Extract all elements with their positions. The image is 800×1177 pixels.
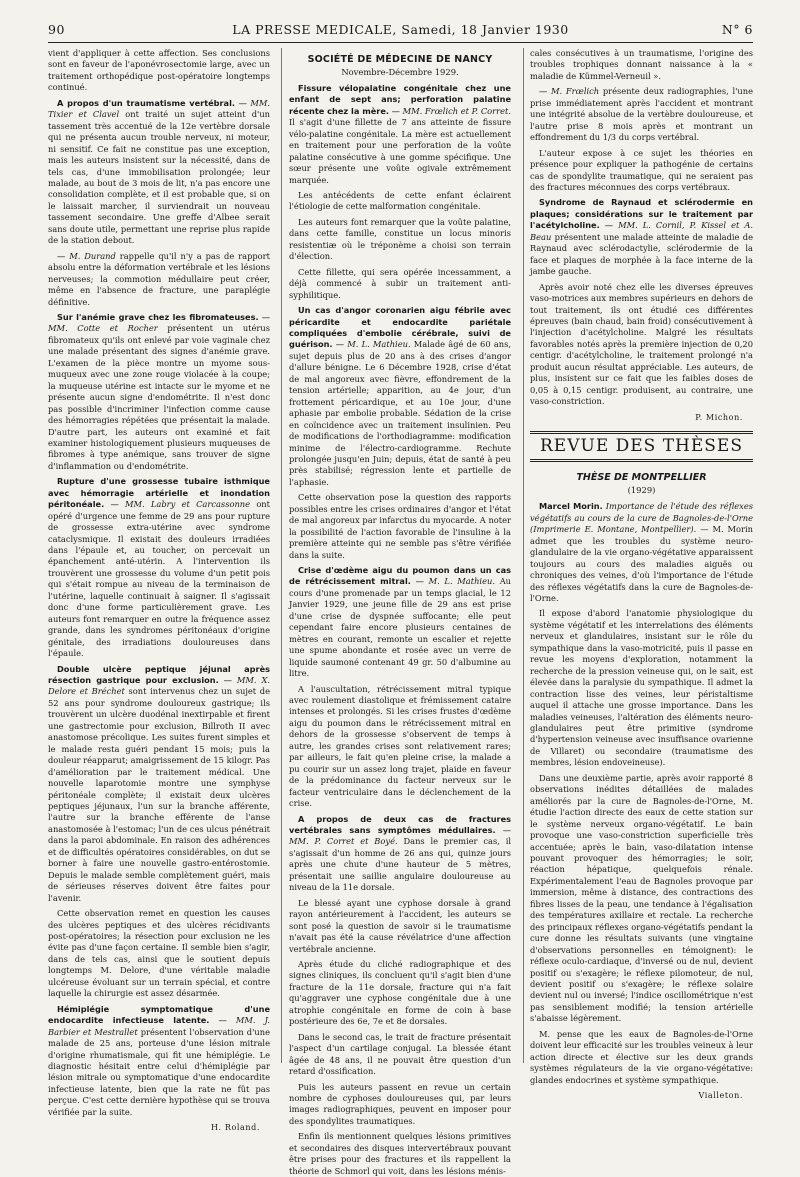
article-title: Hémiplégie symptomatique d'une endocardite infectieuse latente.	[48, 1003, 270, 1026]
article-grossesse-tubaire	[48, 476, 270, 659]
these-text: — M. Morin admet que les troubles du système neuro-glandulaire de la vie organo-végétative apparaissent toujours au cours des maladies aiguës ou chroniques des veines, d'où l'importance de l'étude des réflexes végétatifs dans la cure de Bagnoles-de-l'Orne.	[530, 524, 753, 604]
paragraph: cales consécutives à un traumatisme, l'origine des troubles trophiques donnant naissance à la « maladie de Kümmel-Verneuil ».	[530, 48, 753, 81]
article-title: Crise d'œdème aigu du poumon dans un cas de rétrécissement mitral.	[289, 565, 511, 587]
paragraph: Enfin ils mentionnent quelques lésions primitives et secondaires des disques intervertébraux pouvant être prises pour des fractures et ils rappellent la théorie de Schmorl qui voit, dans les lésions ménis-	[289, 1131, 511, 1176]
article-text: Dans le premier cas, il s'agissait d'un homme de 26 ans qui, quinze jours après une chute d'une hauteur de 5 mètres, présentait une saillie angulaire douloureuse au niveau de la 11e dorsale.	[289, 836, 511, 893]
page-number: 90	[48, 22, 65, 37]
article-ulcere-jejunal	[48, 664, 270, 905]
paragraph	[530, 86, 753, 143]
header-rule	[48, 42, 753, 43]
column-separator	[523, 48, 524, 1063]
article-authors: — MM. X. Delore et Bréchet	[48, 675, 271, 697]
paragraph: Après étude du cliché radiographique et des signes cliniques, ils concluent qu'il s'agit bien d'une fracture de la 11e dorsale, fracture qui n'a fait qu'aggraver une cyphose congénitale due à une atrophie congénitale en forme de coin à base postérieure des 6e, 7e et 8e dorsales.	[289, 958, 511, 1027]
signature: P. Michon.	[695, 412, 743, 422]
paragraph: Le blessé ayant une cyphose dorsale à grand rayon antérieurement à l'accident, les auteurs se sont posé la question de savoir si le traumatisme n'avait pas été la cause révélatrice d'une affection vertébrale ancienne.	[289, 897, 511, 954]
column-3	[530, 48, 754, 1101]
column-1	[48, 48, 271, 1133]
section-date: Novembre-Décembre 1929.	[341, 67, 459, 78]
column-2	[289, 48, 512, 1176]
these-year: (1929)	[627, 484, 656, 495]
paragraph: Cette observation pose la question des rapports possibles entre les crises ordinaires d'angor et l'état de mal angoreux par infarctus du myocarde. A noter la possibilité de l'action favorable de l'insuline à la première atteinte qui ne semble pas s'être vérifiée dans la suite.	[289, 492, 511, 560]
article-authors: — MM. Tixier et Clavel	[48, 97, 271, 120]
revue-des-theses-banner: REVUE DES THÈSES	[530, 431, 753, 461]
section-title: SOCIÉTÉ DE MÉDECINE DE NANCY	[307, 54, 493, 65]
article-title: A propos d'un traumatisme vertébral.	[57, 97, 236, 108]
article-text: Il s'agit d'une fillette de 7 ans atteinte de fissure vélo-palatine congénitale. La mère est actuellement en traitement pour une perforation de la voûte palatine consécutive à une gomme spécifique. Une sœur présente une voûte ogivale extrêmement marquée.	[289, 117, 511, 185]
these-title: THÈSE DE MONTPELLIER	[576, 471, 707, 483]
article-fractures-vertebrales	[289, 814, 511, 894]
paragraph: Les auteurs font remarquer que la voûte palatine, dans cette famille, constitue un locus minoris resistentiæ où le tréponème a choisi son terrain d'élection.	[289, 216, 511, 262]
article-traumatisme-vertebral	[48, 98, 270, 247]
paragraph: vient d'appliquer à cette affection. Ses conclusions sont en faveur de l'aponévrosectomie large, avec un traitement orthopédique post-opératoire longtemps continué.	[48, 48, 270, 93]
article-authors: — MM. Labry et Carcassonne	[110, 499, 251, 510]
paragraph: Les antécédents de cette enfant éclairent l'étiologie de cette malformation congénitale.	[289, 189, 511, 212]
article-title: Fissure vélopalatine congénitale chez une enfant de sept ans; perforation palatine récente chez la mère.	[289, 82, 511, 116]
article-authors: — M. Durand	[57, 250, 116, 261]
these-author: Marcel Morin.	[539, 501, 603, 512]
article-angor-coronarien	[289, 305, 511, 488]
article-title: A propos de deux cas de fractures vertébrales sans symptômes médullaires.	[289, 813, 511, 835]
article-text: Malade âgé de 60 ans, sujet depuis plus de 20 ans à des crises d'angor d'allure bénigne. Le 6 Décembre 1928, crise d'état de mal angoreux avec fièvre, effondrement de la tension artérielle; apparition, au 4e jour, d'un frottement péricardique, et au 10e jour, d'une aphasie par embolie probable. Sédation de la crise en coïncidence avec un traitement insulinien. Peu de modifications de l'orthodiagramme: modification minime de l'électro-cardiogramme. Rechute prolongée jusqu'en Juin; depuis, état de santé à peu près stabilisé; régression lente et partielle de l'aphasie.	[289, 339, 511, 487]
article-title: Un cas d'angor coronarien aigu fébrile avec péricardite et endocardite pariétale compliquées d'embolie cérébrale, suivi de guérison.	[289, 305, 511, 350]
signature: H. Roland.	[210, 1123, 260, 1133]
paragraph: Après avoir noté chez elle les diverses épreuves vaso-motrices aux membres supérieurs en dehors de tout traitement, ils ont étudié ces différentes épreuves (bain chaud, bain froid) consécutivement à l'injection d'acétylcholine. Malgré les résultats favorables notés après la première injection de 0,20 centigr. d'acétylcholine, le traitement prolongé n'a produit aucun résultat appréciable. Les auteurs, de plus, insistent sur ce fait que les faibles doses de 0,05 à 0,15 centigr. produisent, au contraire, une vaso-constriction.	[530, 281, 753, 407]
issue-number: N° 6	[721, 22, 753, 37]
article-authors: — M. L. Mathieu.	[415, 576, 495, 587]
article-authors: — MM. Frœlich et P. Corret.	[391, 105, 511, 116]
article-title: Sur l'anémie grave chez les fibromateuses.	[57, 311, 259, 322]
article-syndrome-raynaud	[530, 197, 753, 277]
article-text: rappelle qu'il n'y a pas de rapport absolu entre la déformation vertébrale et les lésions nerveuses; la commotion médullaire peut créer, même en l'absence de fracture, une paraplégie définitive.	[48, 250, 270, 307]
journal-title: LA PRESSE MEDICALE, Samedi, 18 Janvier 1930	[232, 22, 569, 37]
article-oedeme-poumon	[289, 565, 511, 680]
article-text: présentent l'observation d'une malade de 25 ans, porteuse d'une lésion mitrale d'origine rhumatismale, qui fit une hémiplégie. Le diagnostic hésitait entre celui d'hémiplégie par lésion mitrale ou symptomatique d'une endocardite infectieuse latente, bien que la rate ne fût pas perçue. C'est cette dernière hypothèse qui se trouva vérifiée par la suite.	[48, 1026, 270, 1117]
article-authors: — MM. L. Cornil, P. Kissel et A. Beau	[530, 220, 754, 242]
article-text: Au cours d'une promenade par un temps glacial, le 12 Janvier 1929, une jeune fille de 29 ans est prise d'une crise de dyspnée suffocante; elle peut cependant faire encore plusieurs centaines de mètres en courant, remonte un escalier et rejette une spume abondante et rosée avec un verre de liquide saumoné contenant 49 gr. 50 d'albumine au litre.	[289, 576, 512, 679]
article-text: présentent une malade atteinte de maladie de Raynaud avec sclérodactylie, sclérodermie de la face et plaques de morphée à la face interne de la jambe gauche.	[530, 231, 753, 277]
article-text: sont intervenus chez un sujet de 52 ans pour syndrome douloureux gastrique; ils trouvèrent un ulcère duodénal inextirpable et firent une gastrectomie pour exclusion, Billroth II avec anastomose précolique. Les suites furent simples et le malade resta guéri pendant 15 mois; puis la douleur réapparut; amaigrissement de 15 kilogr. Pas d'amélioration par le traitement médical. Une nouvelle laparotomie montre une symphyse péritonéale complète; il existait deux ulcères peptiques jéjunaux, l'un sur la branche afférente, l'autre sur la branche efférente de l'anse anastomosée à l'estomac; l'un de ces ulcus pénétrait dans la paroi abdominale. En raison des adhérences et de difficultés opératoires considérables, on dut se borner à faire une nouvelle gastro-entérostomie. Depuis le malade semble complètement guéri, mais de sérieuses réserves doivent être faites pour l'avenir.	[48, 686, 271, 903]
signature: Vialleton.	[698, 1091, 743, 1101]
paragraph: Cette fillette, qui sera opérée incessamment, a déjà commencé à subir un traitement anti-syphilitique.	[289, 266, 511, 300]
article-text: présente deux radiographies, l'une prise immédiatement après l'accident et montrant une intégrité absolue de la vertèbre douloureuse, et l'autre prise 8 mois après et montrant un effondrement du 1/3 du corps vertébral.	[530, 86, 753, 143]
these-morin	[530, 501, 753, 604]
paragraph: Dans une deuxième partie, après avoir rapporté 8 observations inédites détaillées de malades améliorés par la cure de Bagnoles-de-l'Orne, M. étudie l'action directe des eaux de cette station sur le système nerveux organo-végétatif. Le bain provoque une vaso-constriction superficielle très accentuée; après le bain, vaso-dilatation intense pouvant provoquer des hémorragies; le soir, réaction hépatique, quelquefois rénale. Expérimentalement l'eau de Bagnoles provoque par immersion, même à distance, des contractions des fibres lisses de la peau, une tendance à l'égalisation des températures axillaire et rectale. La recherche des principaux réflexes organo-végétatifs pendant la cure donne les résultats suivants (une vingtaine d'observations personnelles en témoignent): le réflexe oculo-cardiaque, d'inversé ou de nul, devient positif ou s'exagère; le réflexe pilomoteur, de nul, devient positif ou s'exagère; le réflexe solaire devient nul ou inversé; l'indice oscillométrique n'est pas sensiblement modifié; la tension artérielle s'abaisse légèrement.	[530, 772, 753, 1024]
article-authors: — M. L. Mathieu.	[335, 339, 411, 350]
article-text: présentent un utérus fibromateux qu'ils ont enlevé par voie vaginale chez une malade présentant des signes d'anémie grave. L'examen de la pièce montre un myome sous-muqueux avec une zone rouge violacée à la coupe; la muqueuse utérine est intacte sur le myome et ne présente aucun signe d'endométrite. Il n'est donc pas possible d'incriminer l'infection comme cause des hémorragies répétées que présentait la malade. D'autre part, les auteurs ont examiné et fait examiner histologiquement plusieurs muqueuses de fibromes à type anémique, sans trouver de signe d'inflammation ou d'endométrite.	[48, 323, 270, 471]
article-fissure-velopalatine	[289, 83, 511, 186]
article-title: Rupture d'une grossesse tubaire isthmique avec hémorragie artérielle et inondation péritonéale.	[48, 476, 270, 510]
column-separator	[281, 48, 282, 1063]
these-title-text: Importance de l'étude des réflexes végétatifs au cours de la cure de Bagnoles-de-l'Orne (Imprimerie E. Montane, Montpellier).	[530, 501, 753, 535]
page-header	[48, 22, 753, 40]
paragraph: A l'auscultation, rétrécissement mitral typique avec roulement diastolique et frémissement cataire intenses et prolongés. Si les crises frustes d'œdème aigu du poumon dans le rétrécissement mitral en dehors de la grossesse s'observent de temps à autre, les grandes crises sont relativement rares; par ailleurs, le fait qu'en pleine crise, la malade a pu courir sur un assez long trajet, plaide en faveur de la prédominance du facteur nerveux sur le facteur ventriculaire dans le déclenchement de la crise.	[289, 683, 511, 809]
article-title: Double ulcère peptique jéjunal après résection gastrique pour exclusion.	[48, 663, 270, 686]
paragraph	[48, 251, 270, 308]
article-authors: — MM. J. Barbier et Mestrallet	[48, 1015, 270, 1037]
paragraph: Cette observation remet en question les causes des ulcères peptiques et des ulcères récidivants post-opératoires; la résection pour exclusion ne les évite pas d'une façon certaine. Il semble bien s'agir, dans de tels cas, ainsi que le soutient depuis longtemps M. Delore, d'une véritable maladie ulcéreuse évoluant sur un terrain spécial, et contre laquelle la chirurgie est assez désarmée.	[48, 908, 270, 999]
article-title: Syndrome de Raynaud et sclérodermie en plaques; considérations sur le traitement par l'acétylcholine.	[530, 197, 753, 231]
article-text: ont traité un sujet atteint d'un tassement très accentué de la 12e vertèbre dorsale qui ne présenta aucun trouble nerveux, ni moteur, ni sensitif. Ce fait ne constitue pas une exception, mais les auteurs insistent sur la nécessité, dans de tels cas, d'une immobilisation prolongée; leur malade, au bout de 3 mois de lit, n'a pas encore une consolidation complète, et il est probable que, si on le laissait marcher, il surviendrait un nouveau tassement secondaire. Une greffe d'Albee serait sans doute utile, permettant une reprise plus rapide de la station debout.	[48, 109, 271, 246]
paragraph: Dans le second cas, le trait de fracture présentait l'aspect d'un cartilage conjugal. La blessée étant âgée de 48 ans, il ne pouvait être question d'un retard d'ossification.	[289, 1031, 511, 1077]
article-anemie-fibromateuses	[48, 312, 270, 472]
article-authors: — MM. P. Corret et Boyé.	[289, 825, 511, 847]
article-authors: — M. Frœlich	[539, 86, 600, 97]
paragraph: Puis les auteurs passent en revue un certain nombre de cyphoses douloureuses qui, par leurs images radiographiques, peuvent en imposer pour des spondylites traumatiques.	[289, 1081, 511, 1126]
paragraph: M. pense que les eaux de Bagnoles-de-l'Orne doivent leur efficacité sur les troubles veineux à leur action directe et élective sur les deux grands systèmes régulateurs de la vie organo-végétative: glandes endocrines et système sympathique.	[530, 1028, 753, 1085]
paragraph: L'auteur expose à ce sujet les théories en présence pour expliquer la pathogénie de certains cas de spondylite traumatique, qui ne seraient pas des fractures méconnues des corps vertébraux.	[530, 147, 753, 192]
article-authors: — MM. Cotte et Rocher	[48, 311, 271, 334]
paragraph: Il expose d'abord l'anatomie physiologique du système végétatif et les interrelations des éléments nerveux et glandulaires, insistant sur le rôle du sympathique dans la vaso-motricité, puis il passe en revue les moyens d'exploration, notamment la recherche de la pression veineuse qui, on le sait, est élevée dans la paralysie du sympathique. Il admet la contraction lisse des veines, leur péristaltisme auquel il attache une grosse importance. Dans les maladies veineuses, l'altération des éléments neuro-glandulaires peut être primitive (syndrome d'hypertension veineuse avec insuffisance ovarienne de Villaret) ou secondaire (traumatisme des membres, lésion endoveineuse).	[530, 608, 753, 768]
article-hemiplegie	[48, 1004, 270, 1119]
article-text: ont opéré d'urgence une femme de 29 ans pour rupture de grossesse extra-utérine avec syndrome cataclysmique. Il existait des douleurs irradiées dans l'épaule et, au toucher, on percevait un épanchement anté-utérin. A l'intervention ils trouvèrent une grossesse du volume d'un petit pois qui s'était rompue au niveau de la terminaison de l'utérine, laquelle continuait à saigner. Il s'agissait donc d'une forme particulièrement grave. Les auteurs font remarquer en outre la fréquence assez grande, dans les syndromes péritonéaux d'origine génitale, des irradiations douloureuses dans l'épaule.	[48, 499, 270, 659]
